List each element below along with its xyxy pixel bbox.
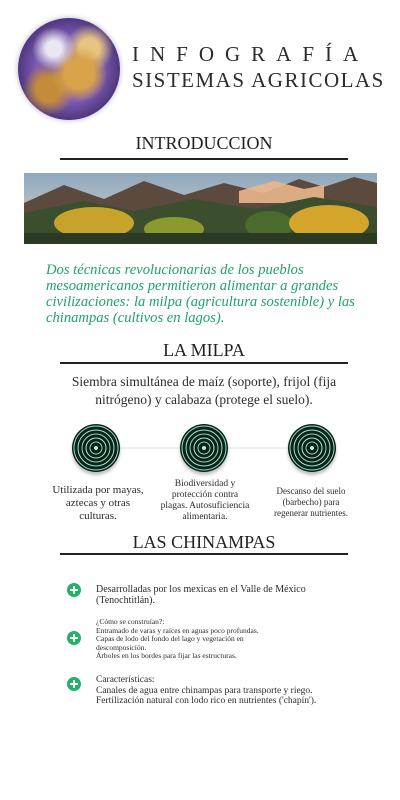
- chinampas-item-2-line-3: Capas de lodo del fondo del lago y vegetación en: [96, 634, 244, 643]
- chinampas-item-3-line-2: Canales de agua entre chinampas para transporte y riego.: [96, 685, 313, 696]
- intro-text: Dos técnicas revolucionarias de los pueblos mesoamericanos permitieron alimentar a grandes civilizaciones: la milpa (agricultura sostenible) y las chinampas (cultivos en lagos).: [46, 262, 355, 326]
- landscape-illustration: [24, 173, 377, 244]
- chinampas-item-2-line-5: Árboles en los bordes para fijar las estructuras.: [96, 651, 237, 660]
- milpa-column-2: Biodiversidad y protección contra plagas. Autosuficiencia alimentaria.: [160, 479, 250, 522]
- chinampas-item-2: [96, 618, 386, 661]
- tree-ring-icon: [72, 424, 120, 472]
- tree-ring-icon: [288, 424, 336, 472]
- chinampas-item-2-line-4: descomposición.: [96, 642, 147, 652]
- chinampas-heading: LAS CHINAMPAS: [132, 532, 276, 552]
- header: [0, 0, 400, 130]
- milpa-column-1: Utilizada por mayas, aztecas y otras culturas.: [52, 484, 144, 522]
- connector-line: [120, 447, 180, 449]
- chinampas-item-1-line-2: (Tenochtitlán).: [96, 595, 155, 606]
- title-line-1: INFOGRAFÍA: [132, 42, 370, 66]
- title-line-2: SISTEMAS AGRICOLAS: [132, 68, 385, 92]
- chinampas-item-3: [96, 675, 386, 707]
- chinampas-item-1: [96, 584, 386, 606]
- milpa-divider: [60, 362, 348, 364]
- plus-circle-icon: [67, 583, 81, 597]
- chinampas-divider: [60, 553, 348, 555]
- connector-line: [228, 447, 288, 449]
- plus-circle-icon: [67, 631, 81, 645]
- milpa-heading: LA MILPA: [163, 340, 245, 360]
- chinampas-item-2-line-2: Entramado de varas y raíces en aguas poco profundas.: [96, 625, 259, 635]
- intro-heading: INTRODUCCION: [135, 133, 273, 153]
- intro-divider: [60, 158, 348, 160]
- globe-image: [18, 18, 120, 120]
- chinampas-item-2-line-1: ¿Cómo se construían?:: [96, 617, 165, 626]
- milpa-description: Siembra simultánea de maíz (soporte), frijol (fija nitrógeno) y calabaza (protege el suelo).: [71, 374, 337, 407]
- milpa-column-3: Descanso del suelo (barbecho) para regenerar nutrientes.: [274, 486, 348, 518]
- chinampas-item-3-line-3: Fertilización natural con lodo rico en nutrientes ('chapín').: [96, 696, 317, 706]
- plus-circle-icon: [67, 677, 81, 691]
- landscape-banner-image: [24, 173, 377, 244]
- tree-ring-icon: [180, 424, 228, 472]
- chinampas-item-1-line-1: Desarrolladas por los mexicas en el Valle de México: [96, 584, 306, 595]
- chinampas-item-3-line-1: Características:: [96, 675, 155, 685]
